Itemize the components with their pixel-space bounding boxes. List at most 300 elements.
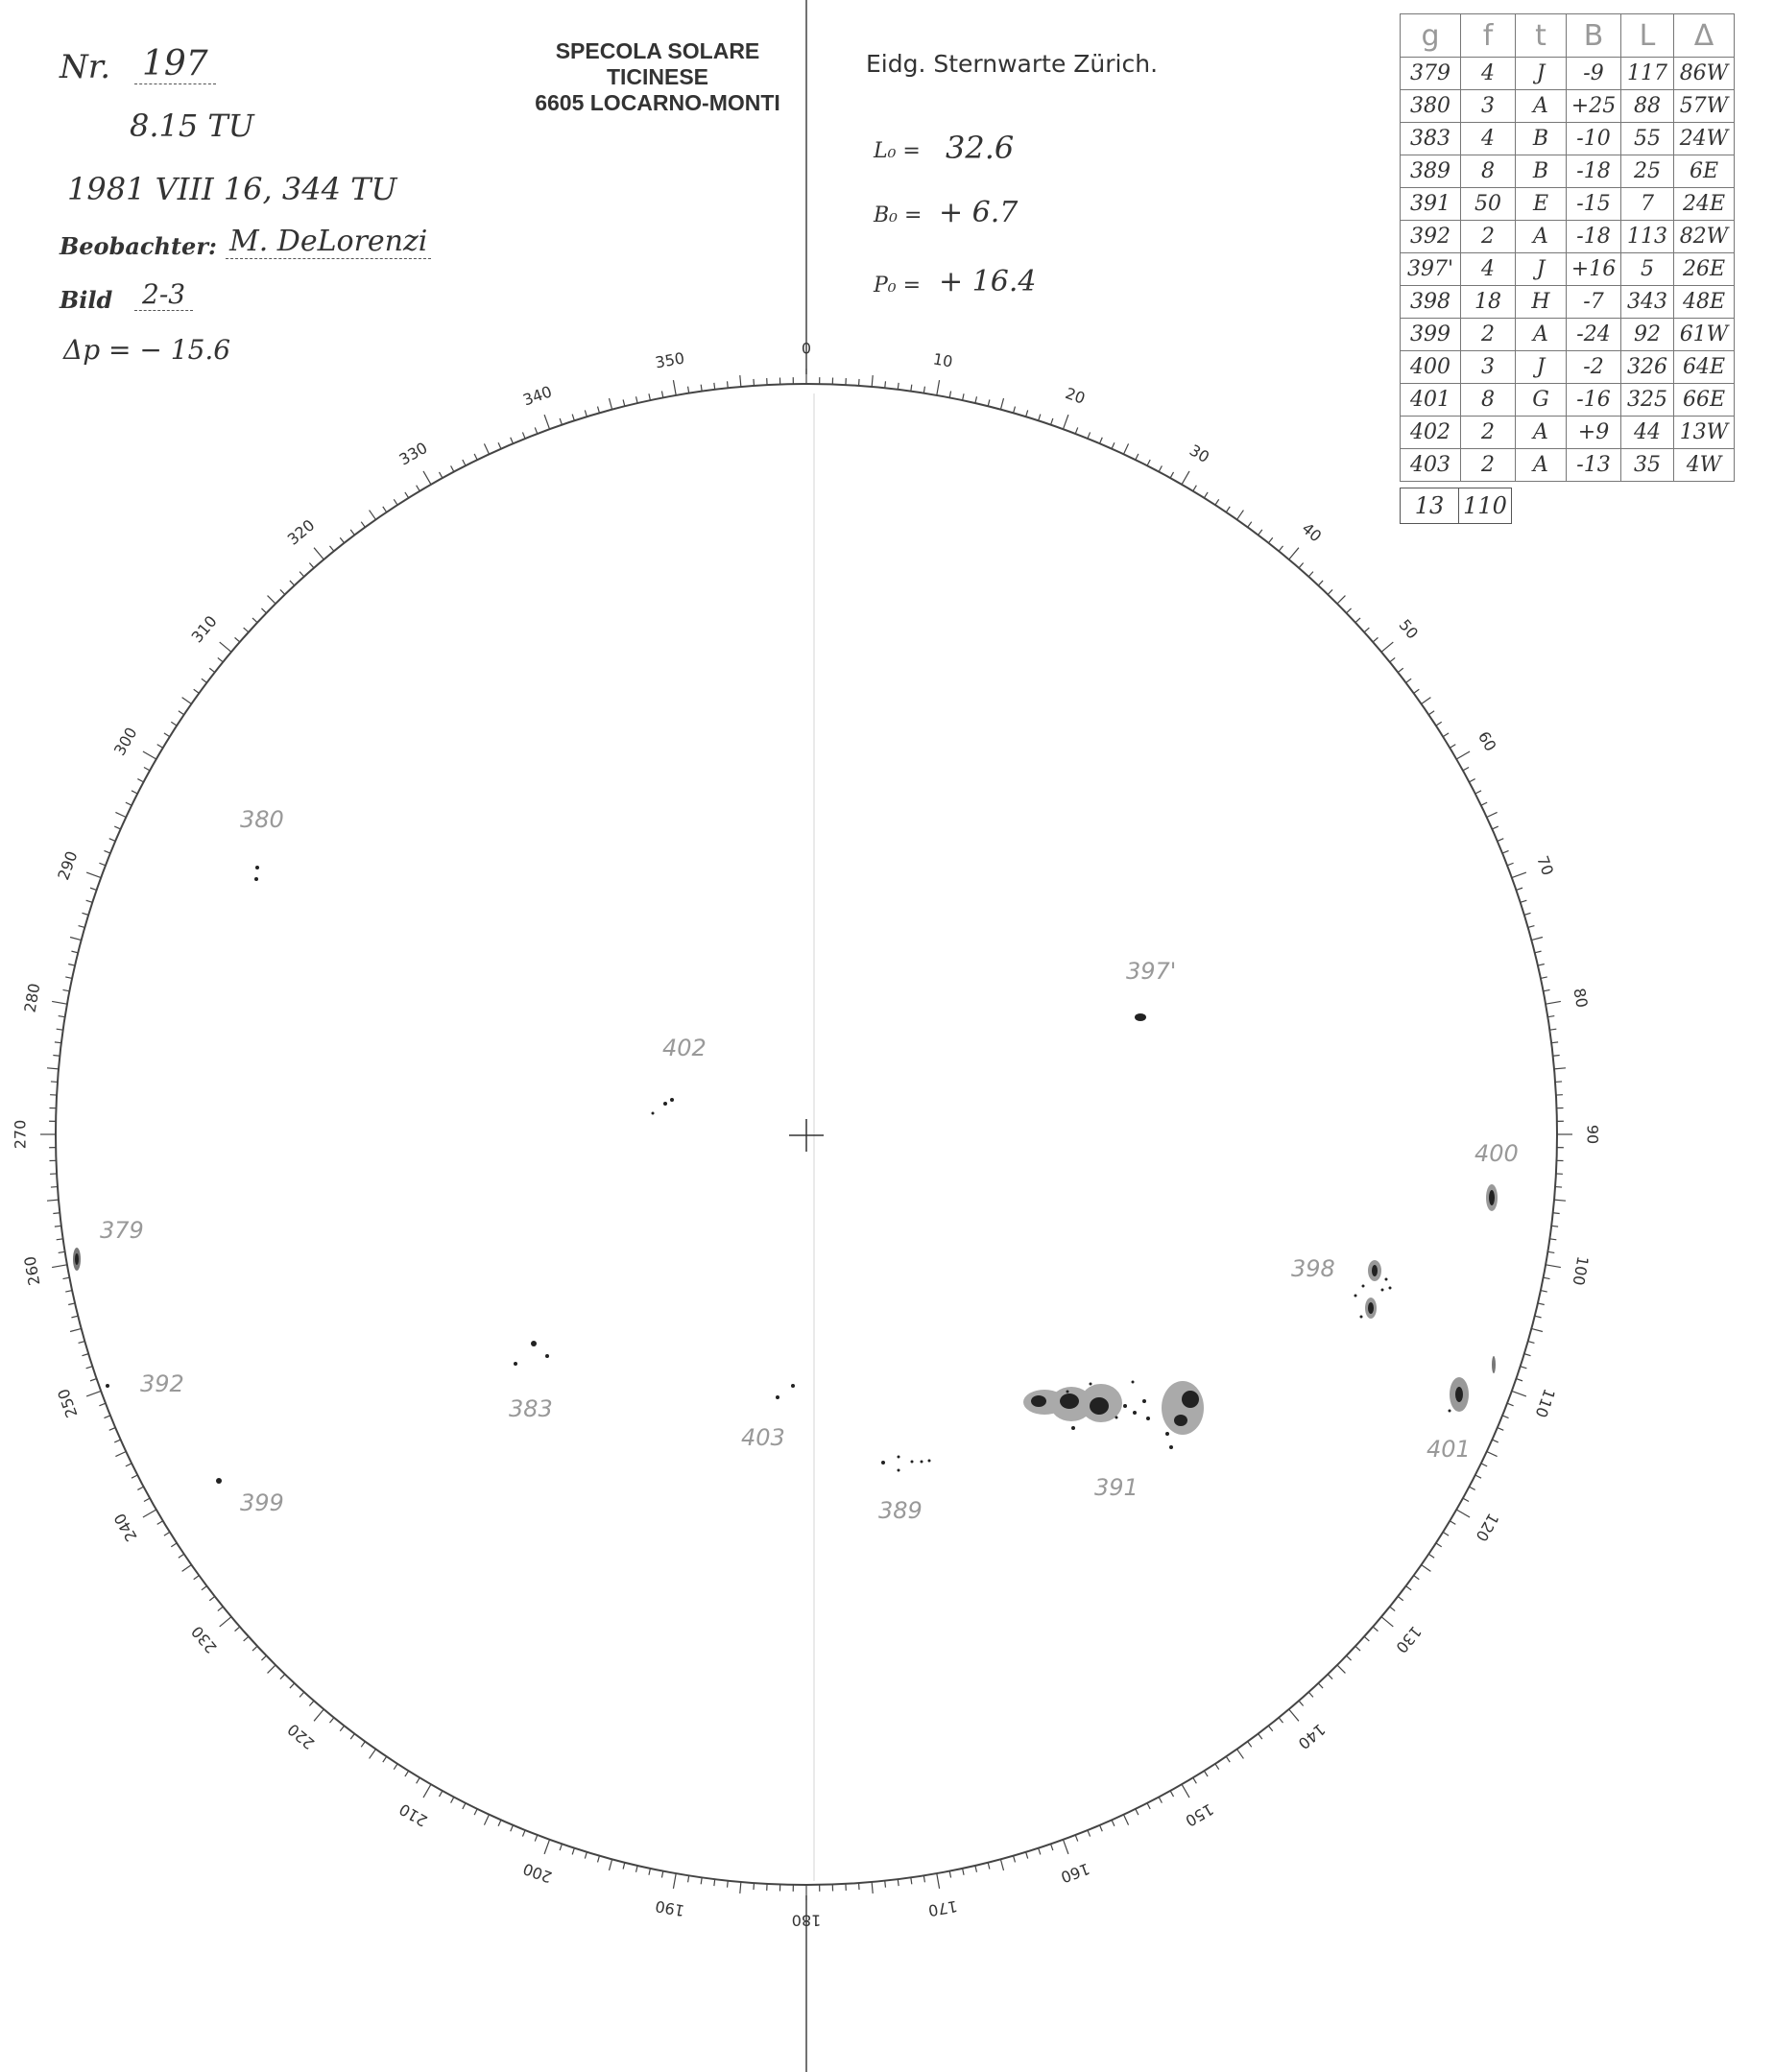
degree-label: 160 — [1058, 1859, 1092, 1887]
degree-tick — [1528, 926, 1535, 928]
degree-tick — [898, 1879, 899, 1886]
degree-tick — [1546, 1265, 1561, 1268]
degree-tick — [1373, 1627, 1378, 1631]
table-cell: +9 — [1567, 417, 1621, 449]
table-cell: 113 — [1621, 221, 1674, 253]
degree-tick — [1524, 913, 1531, 915]
degree-tick — [1406, 1586, 1412, 1590]
degree-tick — [1541, 977, 1547, 978]
degree-tick — [923, 387, 924, 393]
table-cell: 2 — [1461, 449, 1516, 482]
col-g: g — [1401, 14, 1461, 58]
spot-389 — [881, 1456, 931, 1472]
table-cell: -18 — [1567, 155, 1621, 188]
degree-tick — [244, 628, 249, 632]
degree-tick — [975, 1866, 977, 1872]
degree-tick — [1026, 1852, 1028, 1859]
table-cell: 57W — [1674, 90, 1735, 123]
degree-tick — [47, 1200, 59, 1201]
group-label: 403 — [741, 1424, 785, 1451]
degree-label: 90 — [1583, 1124, 1602, 1145]
degree-label: 270 — [11, 1119, 30, 1150]
table-cell: 403 — [1401, 449, 1461, 482]
table-cell: 397' — [1401, 253, 1461, 286]
degree-tick — [55, 1226, 61, 1227]
degree-tick — [109, 1428, 115, 1431]
degree-tick — [268, 1665, 276, 1673]
degree-tick — [1063, 1840, 1067, 1854]
degree-tick — [290, 1683, 295, 1688]
degree-tick — [244, 1636, 249, 1641]
degree-tick — [137, 1487, 143, 1489]
degree-tick — [164, 1532, 170, 1536]
degree-tick — [90, 888, 97, 890]
degree-tick — [673, 1873, 676, 1889]
table-cell: H — [1516, 286, 1567, 319]
table-cell: 26E — [1674, 253, 1735, 286]
degree-tick — [143, 1510, 156, 1517]
degree-tick — [115, 812, 126, 817]
degree-tick — [1428, 711, 1434, 715]
degree-tick — [114, 1440, 120, 1442]
table-cell: 4 — [1461, 253, 1516, 286]
table-cell: A — [1516, 417, 1567, 449]
P0-value: + 16.4 — [939, 265, 1037, 298]
degree-tick — [329, 1718, 333, 1723]
institution-line1: SPECOLA SOLARE — [555, 38, 760, 63]
degree-tick — [560, 418, 562, 425]
degree-tick — [417, 1777, 420, 1783]
degree-tick — [1381, 642, 1393, 652]
degree-tick — [86, 1391, 101, 1395]
degree-tick — [1521, 1367, 1527, 1369]
B0-value: + 6.7 — [939, 196, 1019, 229]
degree-tick — [309, 1701, 314, 1705]
degree-tick — [1308, 1692, 1313, 1697]
table-cell: 343 — [1621, 286, 1674, 319]
degree-tick — [1547, 1251, 1554, 1252]
degree-tick — [86, 900, 93, 902]
degree-tick — [585, 410, 587, 417]
degree-tick — [898, 383, 899, 390]
degree-tick — [714, 1879, 715, 1886]
degree-tick — [661, 1871, 662, 1878]
table-cell: 88 — [1621, 90, 1674, 123]
degree-tick — [1289, 548, 1299, 560]
degree-tick — [1159, 465, 1162, 471]
col-B: B — [1567, 14, 1621, 58]
degree-tick — [115, 1451, 126, 1456]
observer-label: Beobachter: — [60, 232, 217, 260]
degree-tick — [1502, 850, 1508, 853]
group-label: 398 — [1291, 1255, 1335, 1282]
spot-397 — [1135, 1013, 1146, 1021]
spot-391 — [1023, 1381, 1204, 1450]
degree-tick — [1524, 1354, 1531, 1356]
degree-tick — [872, 1882, 873, 1893]
table-cell: 389 — [1401, 155, 1461, 188]
degree-tick — [522, 432, 525, 438]
degree-tick — [261, 1655, 266, 1660]
table-cell: 400 — [1401, 351, 1461, 384]
degree-tick — [52, 1001, 67, 1004]
degree-tick — [1170, 472, 1173, 478]
table-cell: 66E — [1674, 384, 1735, 417]
degree-tick — [52, 1265, 67, 1268]
delta-p: Δp = − 15.6 — [63, 334, 231, 366]
degree-tick — [1475, 791, 1481, 794]
degree-tick — [1487, 812, 1498, 817]
degree-tick — [1204, 492, 1208, 498]
degree-tick — [609, 1859, 611, 1870]
degree-tick — [1051, 418, 1053, 425]
degree-label: 120 — [1472, 1510, 1503, 1545]
nr-value: 197 — [134, 44, 216, 84]
degree-tick — [300, 572, 304, 577]
degree-tick — [988, 1863, 990, 1870]
degree-tick — [1279, 546, 1283, 551]
degree-tick — [1551, 1042, 1558, 1043]
spot-401 — [1449, 1356, 1497, 1413]
degree-tick — [484, 1815, 489, 1825]
degree-label: 280 — [20, 982, 44, 1014]
degree-tick — [963, 393, 964, 400]
degree-tick — [701, 385, 702, 392]
degree-tick — [423, 1784, 431, 1798]
degree-tick — [1112, 442, 1115, 448]
degree-tick — [1492, 1440, 1498, 1442]
degree-tick — [1014, 1856, 1016, 1863]
degree-tick — [1450, 1521, 1455, 1525]
degree-tick — [923, 1875, 924, 1882]
degree-tick — [109, 839, 115, 842]
degree-tick — [885, 381, 886, 388]
table-cell: J — [1516, 351, 1567, 384]
degree-tick — [1259, 1734, 1262, 1740]
degree-tick — [290, 581, 295, 585]
degree-tick — [55, 1042, 61, 1043]
degree-tick — [86, 872, 101, 877]
degree-tick — [474, 1809, 477, 1815]
degree-tick — [1248, 522, 1252, 528]
degree-tick — [405, 492, 409, 498]
degree-tick — [1347, 1655, 1352, 1660]
degree-tick — [314, 548, 324, 560]
table-cell: 2 — [1461, 319, 1516, 351]
degree-tick — [1463, 1498, 1469, 1501]
group-labels — [100, 806, 1519, 1524]
degree-tick — [57, 1029, 63, 1030]
degree-tick — [1428, 1554, 1434, 1558]
table-cell: 117 — [1621, 58, 1674, 90]
degree-label: 10 — [931, 349, 954, 371]
degree-tick — [911, 385, 912, 392]
degree-tick — [1469, 779, 1474, 782]
degree-tick — [623, 1863, 625, 1870]
degree-tick — [1088, 432, 1091, 438]
degree-tick — [1328, 589, 1332, 594]
spot-380 — [255, 866, 259, 869]
L0-label: L₀ = — [874, 139, 921, 163]
degree-tick — [1535, 1316, 1542, 1318]
degree-tick — [68, 965, 75, 966]
degree-tick — [182, 1565, 192, 1572]
degree-tick — [1390, 1607, 1395, 1610]
degree-tick — [252, 618, 257, 623]
degree-tick — [137, 779, 143, 782]
degree-tick — [1535, 951, 1542, 953]
table-cell: 86W — [1674, 58, 1735, 90]
table-cell: 5 — [1621, 253, 1674, 286]
degree-label: 190 — [654, 1896, 686, 1920]
degree-tick — [1475, 1475, 1481, 1478]
degree-tick — [1308, 572, 1313, 577]
degree-tick — [143, 751, 156, 759]
degree-tick — [1422, 1565, 1431, 1572]
degree-tick — [171, 722, 177, 726]
degree-tick — [394, 1764, 397, 1770]
group-label: 402 — [662, 1035, 707, 1061]
degree-tick — [53, 1213, 60, 1214]
degree-tick — [1268, 1726, 1272, 1731]
degree-tick — [1014, 407, 1016, 414]
degree-tick — [405, 1771, 409, 1776]
degree-tick — [701, 1877, 702, 1884]
degree-tick — [71, 951, 78, 953]
observation-time: 8.15 TU — [130, 107, 254, 144]
degree-tick — [988, 399, 990, 406]
degree-tick — [1554, 1200, 1566, 1201]
table-cell: 4 — [1461, 58, 1516, 90]
degree-tick — [132, 791, 137, 794]
degree-tick — [1414, 689, 1420, 693]
degree-label: 140 — [1294, 1720, 1330, 1753]
spot-402 — [670, 1098, 674, 1102]
degree-tick — [688, 1875, 689, 1882]
degree-tick — [179, 1554, 184, 1558]
degree-tick — [47, 1068, 59, 1069]
degree-tick — [1364, 1636, 1369, 1641]
degree-label: 310 — [187, 611, 221, 647]
degree-tick — [1398, 668, 1403, 672]
degree-tick — [157, 745, 163, 749]
degree-tick — [53, 1056, 60, 1057]
table-cell: 61W — [1674, 319, 1735, 351]
group-label: 391 — [1094, 1474, 1139, 1501]
table-cell: 383 — [1401, 123, 1461, 155]
degree-tick — [1355, 618, 1360, 623]
group-label: 383 — [509, 1395, 553, 1422]
degree-label: 170 — [926, 1896, 959, 1920]
table-cell: 325 — [1621, 384, 1674, 417]
degree-label: 220 — [283, 1720, 319, 1753]
degree-label: 100 — [1569, 1254, 1593, 1287]
degree-tick — [126, 1464, 132, 1466]
table-cell: 4W — [1674, 449, 1735, 482]
degree-tick — [164, 733, 170, 737]
table-cell: 6E — [1674, 155, 1735, 188]
degree-tick — [1422, 698, 1431, 704]
degree-tick — [1531, 1328, 1543, 1331]
degree-tick — [252, 1646, 257, 1651]
col-f: f — [1461, 14, 1516, 58]
total-groups: 13 — [1401, 488, 1459, 524]
degree-tick — [179, 711, 184, 715]
degree-tick — [463, 460, 466, 465]
degree-tick — [1136, 1809, 1139, 1815]
degree-label: 80 — [1570, 987, 1592, 1010]
degree-tick — [65, 977, 72, 978]
degree-tick — [314, 1709, 324, 1721]
degree-tick — [535, 427, 538, 434]
degree-label: 330 — [396, 438, 431, 469]
degree-tick — [1502, 1416, 1508, 1418]
degree-tick — [498, 1820, 501, 1825]
degree-label: 50 — [1395, 615, 1423, 643]
degree-tick — [340, 537, 344, 543]
degree-tick — [144, 1498, 150, 1501]
table-cell: 35 — [1621, 449, 1674, 482]
degree-label: 290 — [54, 848, 82, 883]
degree-tick — [79, 1342, 85, 1344]
degree-tick — [511, 438, 514, 443]
table-cell: -9 — [1567, 58, 1621, 90]
degree-tick — [423, 471, 431, 485]
degree-tick — [1075, 1835, 1078, 1842]
degree-tick — [1279, 1718, 1283, 1723]
degree-tick — [1088, 1830, 1091, 1836]
degree-tick — [62, 989, 69, 990]
degree-tick — [511, 1825, 514, 1831]
degree-tick — [1554, 1068, 1566, 1069]
degree-tick — [572, 415, 574, 421]
degree-tick — [394, 499, 397, 505]
group-label: 379 — [100, 1217, 144, 1244]
table-cell: +25 — [1567, 90, 1621, 123]
table-cell: A — [1516, 449, 1567, 482]
table-cell: 82W — [1674, 221, 1735, 253]
degree-tick — [439, 1791, 442, 1797]
degree-tick — [1100, 1825, 1103, 1831]
degree-tick — [1544, 989, 1550, 990]
degree-tick — [280, 1675, 285, 1679]
degree-tick — [572, 1848, 574, 1855]
degree-tick — [1498, 839, 1503, 842]
degree-tick — [157, 1521, 163, 1525]
degree-tick — [1549, 1029, 1556, 1030]
table-cell: -15 — [1567, 188, 1621, 221]
table-cell: -16 — [1567, 384, 1621, 417]
degree-tick — [1364, 628, 1369, 632]
degree-tick — [585, 1852, 587, 1859]
spot-392 — [106, 1384, 109, 1388]
table-cell: A — [1516, 319, 1567, 351]
degree-tick — [1147, 460, 1150, 465]
spot-383 — [531, 1341, 537, 1346]
table-cell: 24E — [1674, 188, 1735, 221]
degree-tick — [1123, 1815, 1128, 1825]
degree-tick — [649, 1869, 650, 1875]
table-cell: 8 — [1461, 384, 1516, 417]
degree-tick — [1215, 499, 1219, 505]
group-label: 380 — [240, 806, 284, 833]
degree-tick — [1492, 826, 1498, 829]
degree-tick — [70, 1328, 82, 1331]
degree-label: 260 — [20, 1254, 44, 1287]
degree-tick — [1075, 427, 1078, 434]
degree-tick — [126, 802, 132, 805]
degree-tick — [82, 913, 88, 915]
degree-tick — [1182, 1784, 1189, 1798]
degree-tick — [99, 1403, 106, 1406]
degree-tick — [1512, 1391, 1526, 1395]
degree-tick — [1398, 1596, 1403, 1600]
center-cross — [789, 1119, 824, 1152]
degree-tick — [1481, 802, 1487, 805]
degree-tick — [623, 399, 625, 406]
degree-tick — [451, 465, 454, 471]
table-cell: 18 — [1461, 286, 1516, 319]
degree-tick — [688, 387, 689, 393]
degree-tick — [1318, 581, 1323, 585]
degree-tick — [937, 380, 940, 395]
degree-tick — [1547, 1016, 1554, 1017]
degree-tick — [90, 1379, 97, 1381]
degree-label: 110 — [1531, 1386, 1559, 1420]
degree-tick — [220, 642, 231, 652]
table-cell: -24 — [1567, 319, 1621, 351]
degree-tick — [1531, 937, 1543, 940]
degree-tick — [79, 926, 85, 928]
degree-tick — [309, 563, 314, 568]
degree-tick — [1549, 1239, 1556, 1240]
degree-tick — [1521, 900, 1527, 902]
table-cell: +16 — [1567, 253, 1621, 286]
observer-name: M. DeLorenzi — [226, 225, 431, 259]
table-cell: 399 — [1401, 319, 1461, 351]
group-label: 389 — [878, 1497, 923, 1524]
degree-tick — [1516, 1379, 1522, 1381]
degree-tick — [300, 1692, 304, 1697]
degree-tick — [673, 380, 676, 395]
table-cell: G — [1516, 384, 1567, 417]
degree-label: 40 — [1298, 518, 1326, 546]
group-label: 399 — [240, 1489, 284, 1516]
degree-tick — [1170, 1791, 1173, 1797]
degree-tick — [1443, 1532, 1449, 1536]
degree-label: 20 — [1063, 383, 1088, 408]
col-t: t — [1516, 14, 1567, 58]
degree-tick — [59, 1016, 65, 1017]
degree-tick — [1147, 1803, 1150, 1809]
degree-tick — [1237, 511, 1244, 520]
spot-398 — [1354, 1260, 1392, 1319]
table-cell: 2 — [1461, 417, 1516, 449]
degree-tick — [975, 396, 977, 403]
degree-tick — [1512, 872, 1526, 877]
degree-tick — [202, 679, 207, 682]
degree-tick — [62, 1277, 69, 1278]
degree-label: 300 — [109, 724, 141, 759]
degree-label: 320 — [283, 515, 319, 549]
degree-tick — [280, 589, 285, 594]
table-cell: 4 — [1461, 123, 1516, 155]
degree-tick — [340, 1726, 344, 1731]
degree-tick — [439, 472, 442, 478]
degree-tick — [1538, 1303, 1545, 1305]
table-cell: 402 — [1401, 417, 1461, 449]
table-cell: -10 — [1567, 123, 1621, 155]
